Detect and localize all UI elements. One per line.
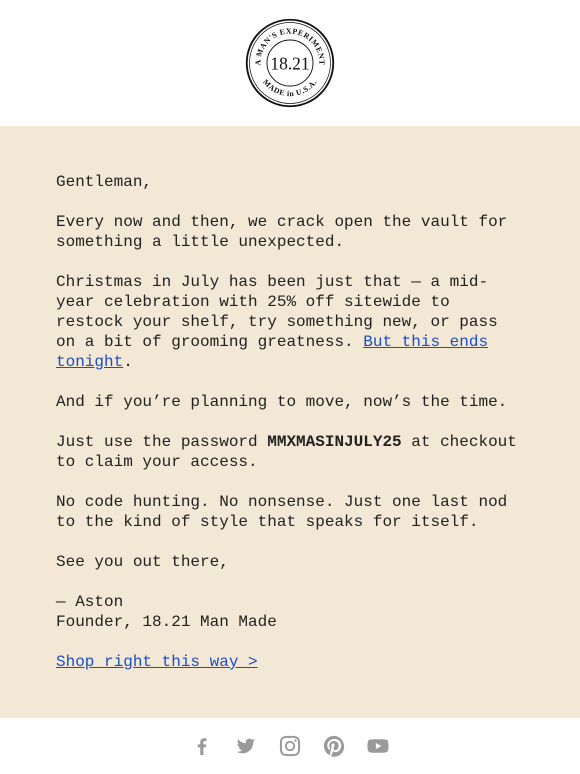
email-header bbox=[0, 0, 580, 126]
svg-text:MADE in U.S.A. bbox=[261, 77, 319, 98]
sale-text: Christmas in July has been just that — a mid-year celebration with 25% off sitewide to restock your shelf, try something new, or pass on a bit of grooming greatness. bbox=[56, 273, 498, 351]
logo-ring-top: A MAN'S EXPERIMENT bbox=[253, 26, 327, 66]
email-body bbox=[0, 126, 580, 718]
instagram-icon[interactable] bbox=[279, 735, 301, 757]
brand-logo[interactable] bbox=[244, 17, 336, 109]
sale-text-end: . bbox=[123, 353, 133, 371]
paragraph-no-nonsense: No code hunting. No nonsense. Just one last nod to the kind of style that speaks for itself. bbox=[56, 493, 508, 531]
paragraph-password bbox=[56, 432, 524, 472]
twitter-icon[interactable] bbox=[235, 735, 257, 757]
paragraph-sale bbox=[56, 272, 524, 372]
logo-number: 18.21 bbox=[270, 53, 310, 74]
ends-tonight-link[interactable]: But this ends tonight bbox=[56, 333, 489, 371]
facebook-icon[interactable] bbox=[191, 735, 213, 757]
social-footer bbox=[0, 718, 580, 774]
pinterest-icon[interactable] bbox=[323, 735, 345, 757]
paragraph-signoff: See you out there, bbox=[56, 553, 229, 571]
greeting: Gentleman, bbox=[56, 173, 153, 191]
cta-paragraph bbox=[56, 652, 524, 672]
password-code: MMXMASINJULY25 bbox=[267, 433, 402, 451]
password-text-before: Just use the password bbox=[56, 433, 268, 451]
signature bbox=[56, 592, 524, 632]
signature-name: — Aston bbox=[56, 593, 124, 611]
logo-ring-bottom: MADE in U.S.A. bbox=[261, 77, 319, 99]
password-text-after: at checkout to claim your access. bbox=[56, 433, 517, 471]
paragraph-intro: Every now and then, we crack open the vault for something a little unexpected. bbox=[56, 213, 508, 251]
signature-title: Founder, 18.21 Man Made bbox=[56, 613, 277, 631]
paragraph-move: And if you’re planning to move, now’s the time. bbox=[56, 393, 508, 411]
youtube-icon[interactable] bbox=[367, 735, 389, 757]
shop-link[interactable]: Shop right this way > bbox=[56, 653, 258, 671]
